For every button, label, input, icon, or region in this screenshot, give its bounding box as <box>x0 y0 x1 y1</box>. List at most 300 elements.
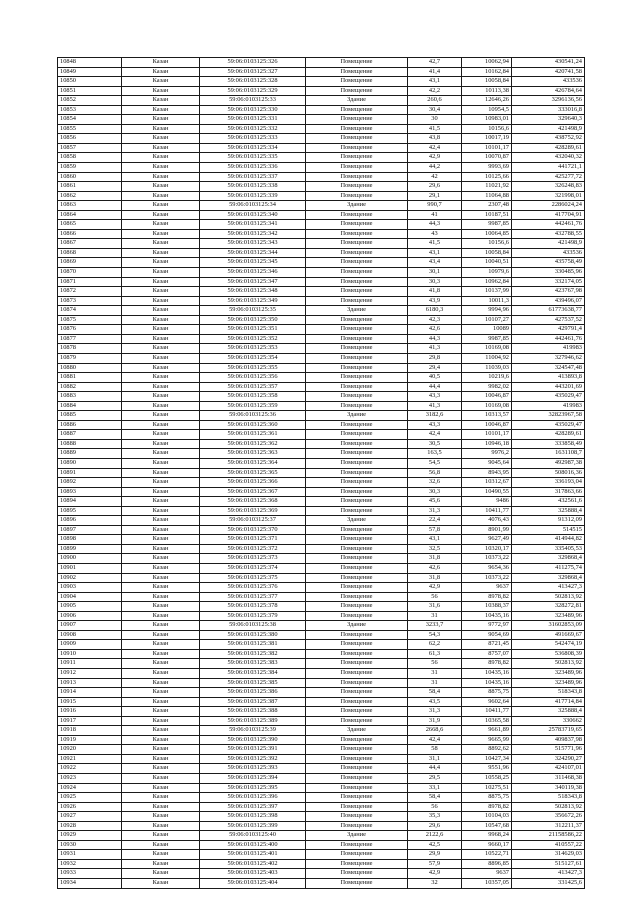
cadastral-value-cell: 32823967,58 <box>512 411 585 421</box>
area-cell: 31,3 <box>408 506 462 516</box>
settlement-cell: Казан <box>122 287 200 297</box>
object-type-cell: Помещение <box>306 67 408 77</box>
object-type-cell: Помещение <box>306 659 408 669</box>
cadastral-value-cell: 327946,62 <box>512 353 585 363</box>
area-cell: 44,3 <box>408 334 462 344</box>
row-number-cell: 10848 <box>58 58 122 68</box>
area-cell: 29,1 <box>408 191 462 201</box>
table-row <box>58 439 585 449</box>
object-type-cell: Помещение <box>306 401 408 411</box>
row-number-cell: 10886 <box>58 420 122 430</box>
row-number-cell: 10895 <box>58 506 122 516</box>
table-row <box>58 583 585 593</box>
cadastral-number-cell: 59:06:0103125:345 <box>200 258 306 268</box>
row-number-cell: 10857 <box>58 143 122 153</box>
cadastral-number-cell: 59:06:0103125:376 <box>200 583 306 593</box>
cadastral-value-cell: 435029,47 <box>512 420 585 430</box>
row-number-cell: 10869 <box>58 258 122 268</box>
object-type-cell: Помещение <box>306 277 408 287</box>
row-number-cell: 10874 <box>58 306 122 316</box>
area-cell: 29,5 <box>408 774 462 784</box>
row-number-cell: 10923 <box>58 774 122 784</box>
settlement-cell: Казан <box>122 735 200 745</box>
cadastral-value-cell: 417714,84 <box>512 697 585 707</box>
object-type-cell: Помещение <box>306 392 408 402</box>
row-number-cell: 10900 <box>58 554 122 564</box>
object-type-cell: Помещение <box>306 602 408 612</box>
specific-value-cell: 10107,27 <box>462 315 512 325</box>
object-type-cell: Помещение <box>306 229 408 239</box>
cadastral-number-cell: 59:06:0103125:346 <box>200 268 306 278</box>
specific-value-cell: 10064,85 <box>462 229 512 239</box>
row-number-cell: 10879 <box>58 353 122 363</box>
cadastral-value-cell: 424107,01 <box>512 764 585 774</box>
cadastral-value-cell: 323489,96 <box>512 678 585 688</box>
area-cell: 30,3 <box>408 277 462 287</box>
specific-value-cell: 9627,49 <box>462 535 512 545</box>
area-cell: 40,5 <box>408 373 462 383</box>
table-row <box>58 592 585 602</box>
row-number-cell: 10892 <box>58 478 122 488</box>
settlement-cell: Казан <box>122 124 200 134</box>
table-row <box>58 353 585 363</box>
row-number-cell: 10855 <box>58 124 122 134</box>
table-row <box>58 563 585 573</box>
specific-value-cell: 10490,55 <box>462 487 512 497</box>
table-row <box>58 516 585 526</box>
settlement-cell: Казан <box>122 487 200 497</box>
specific-value-cell: 10104,03 <box>462 812 512 822</box>
table-row <box>58 869 585 879</box>
settlement-cell: Казан <box>122 86 200 96</box>
cadastral-number-cell: 59:06:0103125:37 <box>200 516 306 526</box>
object-type-cell: Помещение <box>306 563 408 573</box>
table-row <box>58 172 585 182</box>
settlement-cell: Казан <box>122 478 200 488</box>
cadastral-value-cell: 25783719,65 <box>512 726 585 736</box>
row-number-cell: 10925 <box>58 793 122 803</box>
cadastral-number-cell: 59:06:0103125:400 <box>200 840 306 850</box>
cadastral-number-cell: 59:06:0103125:355 <box>200 363 306 373</box>
table-row <box>58 659 585 669</box>
specific-value-cell: 9654,36 <box>462 563 512 573</box>
object-type-cell: Помещение <box>306 821 408 831</box>
row-number-cell: 10863 <box>58 201 122 211</box>
object-type-cell: Помещение <box>306 58 408 68</box>
cadastral-value-cell: 518343,8 <box>512 688 585 698</box>
specific-value-cell: 10388,37 <box>462 602 512 612</box>
cadastral-number-cell: 59:06:0103125:332 <box>200 124 306 134</box>
cadastral-number-cell: 59:06:0103125:365 <box>200 468 306 478</box>
table-row <box>58 334 585 344</box>
settlement-cell: Казан <box>122 611 200 621</box>
cadastral-value-cell: 421498,9 <box>512 124 585 134</box>
cadastral-number-cell: 59:06:0103125:390 <box>200 735 306 745</box>
cadastral-number-cell: 59:06:0103125:391 <box>200 745 306 755</box>
area-cell: 31,3 <box>408 707 462 717</box>
cadastral-value-cell: 330485,96 <box>512 268 585 278</box>
object-type-cell: Помещение <box>306 793 408 803</box>
settlement-cell: Казан <box>122 325 200 335</box>
settlement-cell: Казан <box>122 774 200 784</box>
object-type-cell: Помещение <box>306 439 408 449</box>
row-number-cell: 10914 <box>58 688 122 698</box>
object-type-cell: Помещение <box>306 449 408 459</box>
settlement-cell: Казан <box>122 525 200 535</box>
cadastral-value-cell: 413427,3 <box>512 583 585 593</box>
settlement-cell: Казан <box>122 649 200 659</box>
row-number-cell: 10898 <box>58 535 122 545</box>
specific-value-cell: 4076,43 <box>462 516 512 526</box>
row-number-cell: 10860 <box>58 172 122 182</box>
specific-value-cell: 10062,94 <box>462 58 512 68</box>
cadastral-number-cell: 59:06:0103125:348 <box>200 287 306 297</box>
area-cell: 31,8 <box>408 554 462 564</box>
area-cell: 2122,6 <box>408 831 462 841</box>
row-number-cell: 10904 <box>58 592 122 602</box>
settlement-cell: Казан <box>122 268 200 278</box>
cadastral-value-cell: 432561,6 <box>512 497 585 507</box>
area-cell: 31 <box>408 611 462 621</box>
object-type-cell: Помещение <box>306 707 408 717</box>
specific-value-cell: 10101,17 <box>462 430 512 440</box>
cadastral-number-cell: 59:06:0103125:385 <box>200 678 306 688</box>
cadastral-number-cell: 59:06:0103125:342 <box>200 229 306 239</box>
row-number-cell: 10864 <box>58 210 122 220</box>
settlement-cell: Казан <box>122 497 200 507</box>
table-row <box>58 821 585 831</box>
cadastral-value-cell: 328272,81 <box>512 602 585 612</box>
row-number-cell: 10920 <box>58 745 122 755</box>
table-row <box>58 802 585 812</box>
cadastral-value-cell: 330662 <box>512 716 585 726</box>
table-row <box>58 554 585 564</box>
row-number-cell: 10916 <box>58 707 122 717</box>
cadastral-value-cell: 317863,66 <box>512 487 585 497</box>
object-type-cell: Здание <box>306 726 408 736</box>
table-row <box>58 382 585 392</box>
area-cell: 32 <box>408 879 462 889</box>
settlement-cell: Казан <box>122 458 200 468</box>
specific-value-cell: 10435,16 <box>462 669 512 679</box>
cadastral-number-cell: 59:06:0103125:339 <box>200 191 306 201</box>
cadastral-number-cell: 59:06:0103125:331 <box>200 115 306 125</box>
cadastral-number-cell: 59:06:0103125:386 <box>200 688 306 698</box>
area-cell: 56,8 <box>408 468 462 478</box>
row-number-cell: 10867 <box>58 239 122 249</box>
settlement-cell: Казан <box>122 669 200 679</box>
area-cell: 42 <box>408 172 462 182</box>
cadastral-number-cell: 59:06:0103125:349 <box>200 296 306 306</box>
area-cell: 32,5 <box>408 544 462 554</box>
table-row <box>58 506 585 516</box>
area-cell: 44,3 <box>408 220 462 230</box>
object-type-cell: Помещение <box>306 774 408 784</box>
cadastral-number-cell: 59:06:0103125:356 <box>200 373 306 383</box>
cadastral-number-cell: 59:06:0103125:333 <box>200 134 306 144</box>
object-type-cell: Помещение <box>306 468 408 478</box>
area-cell: 29,9 <box>408 850 462 860</box>
table-row <box>58 573 585 583</box>
cadastral-value-cell: 332174,05 <box>512 277 585 287</box>
cadastral-value-cell: 336193,04 <box>512 478 585 488</box>
cadastral-number-cell: 59:06:0103125:351 <box>200 325 306 335</box>
object-type-cell: Помещение <box>306 248 408 258</box>
area-cell: 44,2 <box>408 163 462 173</box>
row-number-cell: 10922 <box>58 764 122 774</box>
object-type-cell: Помещение <box>306 296 408 306</box>
cadastral-number-cell: 59:06:0103125:341 <box>200 220 306 230</box>
specific-value-cell: 9665,99 <box>462 735 512 745</box>
specific-value-cell: 9054,69 <box>462 630 512 640</box>
area-cell: 31,1 <box>408 754 462 764</box>
specific-value-cell: 10156,6 <box>462 239 512 249</box>
table-row <box>58 296 585 306</box>
cadastral-value-cell: 435029,47 <box>512 392 585 402</box>
specific-value-cell: 8978,82 <box>462 802 512 812</box>
settlement-cell: Казан <box>122 869 200 879</box>
cadastral-value-cell: 443201,69 <box>512 382 585 392</box>
object-type-cell: Помещение <box>306 611 408 621</box>
object-type-cell: Помещение <box>306 764 408 774</box>
object-type-cell: Помещение <box>306 353 408 363</box>
specific-value-cell: 9637 <box>462 583 512 593</box>
area-cell: 32,6 <box>408 478 462 488</box>
settlement-cell: Казан <box>122 277 200 287</box>
settlement-cell: Казан <box>122 201 200 211</box>
specific-value-cell: 10125,66 <box>462 172 512 182</box>
settlement-cell: Казан <box>122 77 200 87</box>
area-cell: 30,1 <box>408 268 462 278</box>
object-type-cell: Помещение <box>306 105 408 115</box>
settlement-cell: Казан <box>122 306 200 316</box>
table-row <box>58 840 585 850</box>
cadastral-value-cell: 31602853,09 <box>512 621 585 631</box>
area-cell: 43,3 <box>408 392 462 402</box>
cadastral-value-cell: 430541,24 <box>512 58 585 68</box>
cadastral-number-cell: 59:06:0103125:371 <box>200 535 306 545</box>
cadastral-number-cell: 59:06:0103125:374 <box>200 563 306 573</box>
table-row <box>58 67 585 77</box>
specific-value-cell: 10156,6 <box>462 124 512 134</box>
cadastral-number-cell: 59:06:0103125:380 <box>200 630 306 640</box>
object-type-cell: Помещение <box>306 506 408 516</box>
object-type-cell: Помещение <box>306 716 408 726</box>
cadastral-number-cell: 59:06:0103125:343 <box>200 239 306 249</box>
table-row <box>58 735 585 745</box>
cadastral-number-cell: 59:06:0103125:34 <box>200 201 306 211</box>
cadastral-number-cell: 59:06:0103125:352 <box>200 334 306 344</box>
object-type-cell: Помещение <box>306 115 408 125</box>
object-type-cell: Помещение <box>306 754 408 764</box>
settlement-cell: Казан <box>122 229 200 239</box>
area-cell: 42,9 <box>408 583 462 593</box>
specific-value-cell: 10946,18 <box>462 439 512 449</box>
object-type-cell: Помещение <box>306 210 408 220</box>
cadastral-number-cell: 59:06:0103125:344 <box>200 248 306 258</box>
area-cell: 56 <box>408 659 462 669</box>
specific-value-cell: 10046,87 <box>462 392 512 402</box>
row-number-cell: 10893 <box>58 487 122 497</box>
cadastral-value-cell: 333858,49 <box>512 439 585 449</box>
cadastral-value-cell: 429791,4 <box>512 325 585 335</box>
cadastral-value-cell: 409837,98 <box>512 735 585 745</box>
area-cell: 41,8 <box>408 287 462 297</box>
table-row <box>58 602 585 612</box>
row-number-cell: 10933 <box>58 869 122 879</box>
cadastral-number-cell: 59:06:0103125:393 <box>200 764 306 774</box>
table-row <box>58 143 585 153</box>
row-number-cell: 10896 <box>58 516 122 526</box>
cadastral-number-cell: 59:06:0103125:368 <box>200 497 306 507</box>
row-number-cell: 10853 <box>58 105 122 115</box>
table-row <box>58 124 585 134</box>
object-type-cell: Помещение <box>306 153 408 163</box>
specific-value-cell: 8943,95 <box>462 468 512 478</box>
row-number-cell: 10929 <box>58 831 122 841</box>
cadastral-value-cell: 542474,19 <box>512 640 585 650</box>
cadastral-number-cell: 59:06:0103125:354 <box>200 353 306 363</box>
row-number-cell: 10924 <box>58 783 122 793</box>
object-type-cell: Помещение <box>306 812 408 822</box>
table-row <box>58 115 585 125</box>
settlement-cell: Казан <box>122 764 200 774</box>
object-type-cell: Помещение <box>306 258 408 268</box>
settlement-cell: Казан <box>122 315 200 325</box>
row-number-cell: 10884 <box>58 401 122 411</box>
cadastral-value-cell: 325888,4 <box>512 506 585 516</box>
table-row <box>58 879 585 889</box>
table-row <box>58 363 585 373</box>
table-row <box>58 621 585 631</box>
settlement-cell: Казан <box>122 67 200 77</box>
settlement-cell: Казан <box>122 58 200 68</box>
cadastral-number-cell: 59:06:0103125:403 <box>200 869 306 879</box>
table-row <box>58 268 585 278</box>
area-cell: 41,4 <box>408 67 462 77</box>
settlement-cell: Казан <box>122 783 200 793</box>
cadastral-number-cell: 59:06:0103125:402 <box>200 859 306 869</box>
table-row <box>58 478 585 488</box>
area-cell: 43,8 <box>408 134 462 144</box>
object-type-cell: Помещение <box>306 172 408 182</box>
row-number-cell: 10882 <box>58 382 122 392</box>
specific-value-cell: 9551,96 <box>462 764 512 774</box>
row-number-cell: 10852 <box>58 96 122 106</box>
table-row <box>58 688 585 698</box>
area-cell: 44,4 <box>408 764 462 774</box>
settlement-cell: Казан <box>122 163 200 173</box>
row-number-cell: 10932 <box>58 859 122 869</box>
cadastral-value-cell: 502813,92 <box>512 592 585 602</box>
cadastral-number-cell: 59:06:0103125:388 <box>200 707 306 717</box>
settlement-cell: Казан <box>122 258 200 268</box>
row-number-cell: 10928 <box>58 821 122 831</box>
object-type-cell: Помещение <box>306 802 408 812</box>
cadastral-value-cell: 428289,61 <box>512 430 585 440</box>
specific-value-cell: 10427,34 <box>462 754 512 764</box>
cadastral-number-cell: 59:06:0103125:381 <box>200 640 306 650</box>
settlement-cell: Казан <box>122 172 200 182</box>
row-number-cell: 10903 <box>58 583 122 593</box>
object-type-cell: Здание <box>306 306 408 316</box>
cadastral-value-cell: 426784,64 <box>512 86 585 96</box>
area-cell: 31 <box>408 669 462 679</box>
row-number-cell: 10899 <box>58 544 122 554</box>
object-type-cell: Помещение <box>306 334 408 344</box>
settlement-cell: Казан <box>122 688 200 698</box>
cadastral-value-cell: 417704,91 <box>512 210 585 220</box>
cadastral-value-cell: 491669,67 <box>512 630 585 640</box>
specific-value-cell: 9637 <box>462 869 512 879</box>
object-type-cell: Помещение <box>306 840 408 850</box>
cadastral-number-cell: 59:06:0103125:378 <box>200 602 306 612</box>
area-cell: 22,4 <box>408 516 462 526</box>
table-row <box>58 544 585 554</box>
area-cell: 31,9 <box>408 716 462 726</box>
specific-value-cell: 9987,85 <box>462 334 512 344</box>
cadastral-number-cell: 59:06:0103125:335 <box>200 153 306 163</box>
object-type-cell: Помещение <box>306 268 408 278</box>
cadastral-value-cell: 321998,01 <box>512 191 585 201</box>
cadastral-number-cell: 59:06:0103125:392 <box>200 754 306 764</box>
specific-value-cell: 10435,16 <box>462 611 512 621</box>
table-row <box>58 449 585 459</box>
row-number-cell: 10862 <box>58 191 122 201</box>
cadastral-number-cell: 59:06:0103125:38 <box>200 621 306 631</box>
specific-value-cell: 10558,25 <box>462 774 512 784</box>
specific-value-cell: 12646,26 <box>462 96 512 106</box>
object-type-cell: Помещение <box>306 77 408 87</box>
row-number-cell: 10934 <box>58 879 122 889</box>
row-number-cell: 10906 <box>58 611 122 621</box>
object-type-cell: Помещение <box>306 745 408 755</box>
settlement-cell: Казан <box>122 239 200 249</box>
area-cell: 58,4 <box>408 688 462 698</box>
table-row <box>58 58 585 68</box>
specific-value-cell: 10411,77 <box>462 506 512 516</box>
specific-value-cell: 9993,69 <box>462 163 512 173</box>
table-row <box>58 630 585 640</box>
area-cell: 42,4 <box>408 430 462 440</box>
settlement-cell: Казан <box>122 96 200 106</box>
table-row <box>58 707 585 717</box>
settlement-cell: Казан <box>122 754 200 764</box>
area-cell: 42,4 <box>408 143 462 153</box>
specific-value-cell: 10313,57 <box>462 411 512 421</box>
area-cell: 31,8 <box>408 573 462 583</box>
specific-value-cell: 10219,6 <box>462 373 512 383</box>
area-cell: 31,6 <box>408 602 462 612</box>
cadastral-number-cell: 59:06:0103125:36 <box>200 411 306 421</box>
object-type-cell: Помещение <box>306 86 408 96</box>
specific-value-cell: 10070,87 <box>462 153 512 163</box>
cadastral-value-cell: 91312,09 <box>512 516 585 526</box>
cadastral-value-cell: 425277,72 <box>512 172 585 182</box>
area-cell: 30 <box>408 115 462 125</box>
cadastral-number-cell: 59:06:0103125:377 <box>200 592 306 602</box>
settlement-cell: Казан <box>122 363 200 373</box>
cadastral-number-cell: 59:06:0103125:383 <box>200 659 306 669</box>
specific-value-cell: 11004,92 <box>462 353 512 363</box>
cadastral-value-cell: 335405,53 <box>512 544 585 554</box>
cadastral-value-cell: 433536 <box>512 77 585 87</box>
area-cell: 42,7 <box>408 58 462 68</box>
row-number-cell: 10872 <box>58 287 122 297</box>
object-type-cell: Помещение <box>306 630 408 640</box>
row-number-cell: 10927 <box>58 812 122 822</box>
cadastral-number-cell: 59:06:0103125:359 <box>200 401 306 411</box>
